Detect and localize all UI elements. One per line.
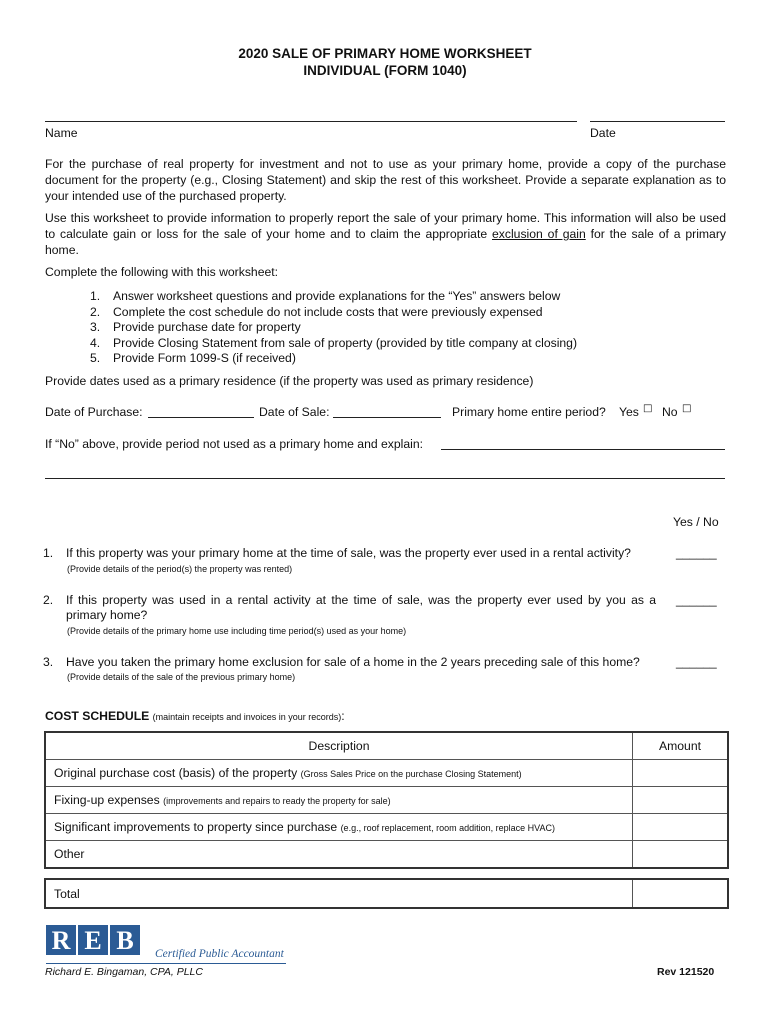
question-1-answer[interactable]: ______ <box>676 546 717 560</box>
cost-schedule-title: COST SCHEDULE <box>45 709 150 723</box>
no-checkbox[interactable]: □ <box>682 403 692 414</box>
steps-list <box>90 289 577 367</box>
revision-label: Rev 121520 <box>657 966 715 978</box>
cost-schedule-table <box>44 731 729 869</box>
logo-tagline: Certified Public Accountant <box>155 948 284 960</box>
sale-date-label: Date of Sale: <box>259 405 330 419</box>
table-row <box>45 760 728 787</box>
purchase-date-label: Date of Purchase: <box>45 405 143 419</box>
yes-checkbox[interactable]: □ <box>643 403 653 414</box>
list-item: 3. Provide purchase date for property <box>90 320 301 334</box>
total-row <box>45 879 728 908</box>
question-3-number: 3. <box>43 655 54 669</box>
amount-cell-other[interactable] <box>633 841 729 869</box>
total-amount-cell[interactable] <box>633 879 729 908</box>
total-label: Total <box>45 879 633 908</box>
explain-field-line-2[interactable] <box>45 478 725 479</box>
logo-letter-e: E <box>78 925 108 955</box>
page-title <box>0 45 770 79</box>
list-item: 2. Complete the cost schedule do not include costs that were previously expensed <box>90 304 543 319</box>
question-2-note: (Provide details of the primary home use including time period(s) used as your home) <box>67 626 407 636</box>
cost-row-fixing-up: Fixing-up expenses (improvements and repairs to ready the property for sale) <box>45 787 633 814</box>
para2-text-a: Use this worksheet to provide information to properly report the sale of your primary home. This information will also be used to calculate gain or loss for the sale of your home and to claim the appropriate <box>45 211 726 241</box>
date-field-line[interactable] <box>590 121 725 122</box>
question-2-number: 2. <box>43 593 54 607</box>
name-label: Name <box>45 126 78 140</box>
complete-label: Complete the following with this worksheet: <box>45 265 279 279</box>
title-line-2: INDIVIDUAL (FORM 1040) <box>303 63 467 78</box>
table-row <box>45 841 728 869</box>
question-2-answer[interactable]: ______ <box>676 593 717 607</box>
cost-row-other: Other <box>45 841 633 869</box>
purchase-date-field[interactable] <box>148 417 254 418</box>
sale-date-field[interactable] <box>333 417 441 418</box>
question-1-note: (Provide details of the period(s) the property was rented) <box>67 564 293 574</box>
cost-row-improvements: Significant improvements to property since purchase (e.g., roof replacement, room addition, replace HVAC) <box>45 814 633 841</box>
question-1-number: 1. <box>43 546 54 560</box>
exclusion-of-gain-link: exclusion of gain <box>492 227 586 241</box>
yes-option-label: Yes <box>619 405 639 419</box>
question-3-answer[interactable]: ______ <box>676 655 717 669</box>
question-3-note: (Provide details of the sale of the previous primary home) <box>67 672 296 682</box>
no-option-label: No <box>662 405 678 419</box>
question-1-text: If this property was your primary home at the time of sale, was the property ever used in a rental activity? <box>66 546 631 560</box>
table-header-row <box>45 732 728 760</box>
name-field-line[interactable] <box>45 121 577 122</box>
explain-field-line-1[interactable] <box>441 449 725 450</box>
intro-paragraph-1: For the purchase of real property for investment and not to use as your primary home, provide a copy of the purchase document for the property (e.g., Closing Statement) and skip the rest of this worksheet. Provide a separate explanation as to your intended use of the purchased property. <box>45 157 726 203</box>
total-table <box>44 878 729 909</box>
amount-header: Amount <box>633 732 729 760</box>
cost-schedule-heading: COST SCHEDULE (maintain receipts and invoices in your records): <box>45 709 345 723</box>
question-3-text: Have you taken the primary home exclusion for sale of a home in the 2 years preceding sale of this home? <box>66 655 640 669</box>
yes-no-header: Yes / No <box>673 515 719 529</box>
list-item: 5. Provide Form 1099-S (if received) <box>90 351 296 365</box>
logo-letter-r: R <box>46 925 76 955</box>
firm-name: Richard E. Bingaman, CPA, PLLC <box>45 966 203 978</box>
para2-text-b: for the sale of a primary home. <box>45 227 726 257</box>
cost-row-purchase: Original purchase cost (basis) of the property (Gross Sales Price on the purchase Closing Statement) <box>45 760 633 787</box>
description-header: Description <box>45 732 633 760</box>
logo-letter-b: B <box>110 925 140 955</box>
dates-instruction: Provide dates used as a primary residence (if the property was used as primary residence) <box>45 374 534 388</box>
title-line-1: 2020 SALE OF PRIMARY HOME WORKSHEET <box>238 46 532 61</box>
if-no-label: If “No” above, provide period not used as a primary home and explain: <box>45 437 424 451</box>
reb-logo <box>46 925 140 955</box>
logo-underline <box>46 963 286 964</box>
table-row <box>45 787 728 814</box>
entire-period-label: Primary home entire period? <box>452 405 606 419</box>
list-item: 4. Provide Closing Statement from sale of property (provided by title company at closing) <box>90 335 578 350</box>
table-row <box>45 814 728 841</box>
question-2-text: If this property was used in a rental activity at the time of sale, was the property ever used by you as a primary home? <box>66 593 656 622</box>
date-label: Date <box>590 126 616 140</box>
intro-paragraph-2 <box>45 210 726 258</box>
list-item: 1. Answer worksheet questions and provide explanations for the “Yes” answers below <box>90 289 561 303</box>
cost-schedule-note: (maintain receipts and invoices in your records) <box>152 712 342 722</box>
amount-cell-improvements[interactable] <box>633 814 729 841</box>
amount-cell-fixing-up[interactable] <box>633 787 729 814</box>
amount-cell-purchase[interactable] <box>633 760 729 787</box>
